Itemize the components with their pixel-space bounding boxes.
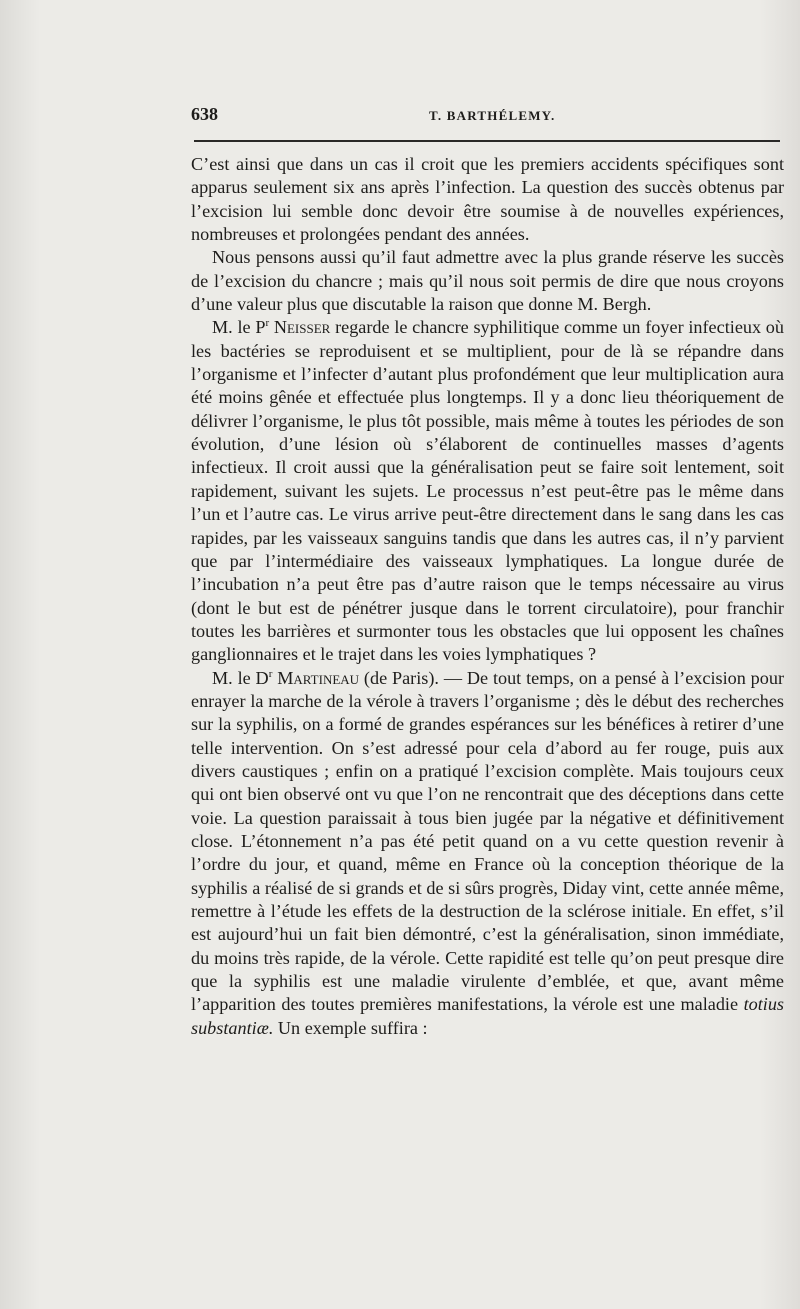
paragraph-3 bbox=[191, 316, 784, 666]
header-rule bbox=[194, 140, 780, 142]
paragraph-4-ending: Un exemple suffira : bbox=[277, 1017, 428, 1038]
running-title: T. BARTHÉLEMY. bbox=[429, 108, 556, 123]
page-header bbox=[191, 104, 781, 128]
body-text bbox=[191, 153, 784, 1040]
latin-phrase: totius substantiæ. bbox=[191, 994, 784, 1038]
paragraph-1: C’est ainsi que dans un cas il croit que les premiers accidents spécifiques sont apparus seulement six ans après l’infection. La question des succès obtenus par l’excision lui semble donc devoir être soumise à de nouvelles expériences, nombreuses et prolongées pendant des années. bbox=[191, 154, 784, 245]
paragraph-3-text: regarde le chancre syphilitique comme un foyer infectieux où les bactéries se reproduisent et se multiplient, pour de là se répandre dans l’organisme et l’infecter d’autant plus profondément que leur multiplication aura été moins gênée et effectuée plus longtemps. Il y a donc lieu théoriquement de délivrer l’organisme, le plus tôt possible, mais même à toutes les périodes de son évolution, d’une lésion où s’élaborent de continuelles masses d’agents infectieux. Il croit aussi que la généralisation peut se faire soit lentement, soit rapidement, suivant les sujets. Le processus n’est peut-être pas le même dans l’un et l’autre cas. Le virus arrive peut-être directement dans le sang dans les cas rapides, par les vaisseaux sanguins tandis que dans les autres cas, il n’y parvient que par l’intermédiaire des vaisseaux lymphatiques. La longue durée de l’incubation n’a peut être pas d’autre raison que le temps nécessaire au virus (dont le but est de pénétrer jusque dans le torrent circulatoire), pour franchir toutes les barrières et surmonter tous les obstacles que lui opposent les chaînes ganglionnaires et le trajet dans les voies lymphatiques ? bbox=[191, 317, 784, 665]
paragraph-2: Nous pensons aussi qu’il faut admettre avec la plus grande réserve les succès de l’excision du chancre ; mais qu’il nous soit permis de dire que nous croyons d’une valeur plus que discutable la raison que donne M. Bergh. bbox=[191, 247, 784, 315]
paragraph-4 bbox=[191, 667, 784, 1041]
speaker-title: M. le $D^r$ bbox=[212, 667, 273, 688]
speaker-name: Neisser bbox=[273, 317, 331, 338]
paragraph-4-text: (de Paris). — De tout temps, on a pensé à l’excision pour enrayer la marche de la vérole à travers l’organisme ; dès le début des recherches sur la syphilis, on a formé de grandes espérances sur les bénéfices à retirer d’une telle intervention. On s’est adressé pour cela d’abord au fer rouge, puis aux divers caustiques ; enfin on a pratiqué l’excision complète. Mais toujours ceux qui ont bien observé ont vu que l’on ne rencontrait que des déceptions dans cette voie. La question paraissait à tous bien jugée par la négative et définitivement close. L’étonnement n’a pas été petit quand on a vu cette question revenir à l’ordre du jour, et quand, même en France où la conception théorique de la syphilis a réalisé de si grands et de si sûrs progrès, Diday vint, cette année même, remettre à l’étude les effets de la destruction de la sclérose initiale. En effet, s’il est aujourd’hui un fait bien démontré, c’est la généralisation, sinon immédiate, du moins très rapide, de la vérole. Cette rapidité est telle qu’on peut presque dire que la syphilis est une maladie virulente d’emblée, et que, avant même l’apparition des toutes premières manifestations, la vérole est une maladie bbox=[191, 667, 785, 1015]
page-number: 638 bbox=[191, 104, 218, 124]
speaker-name: Martineau bbox=[277, 667, 360, 688]
speaker-title: M. le $P^r$ bbox=[212, 317, 270, 338]
